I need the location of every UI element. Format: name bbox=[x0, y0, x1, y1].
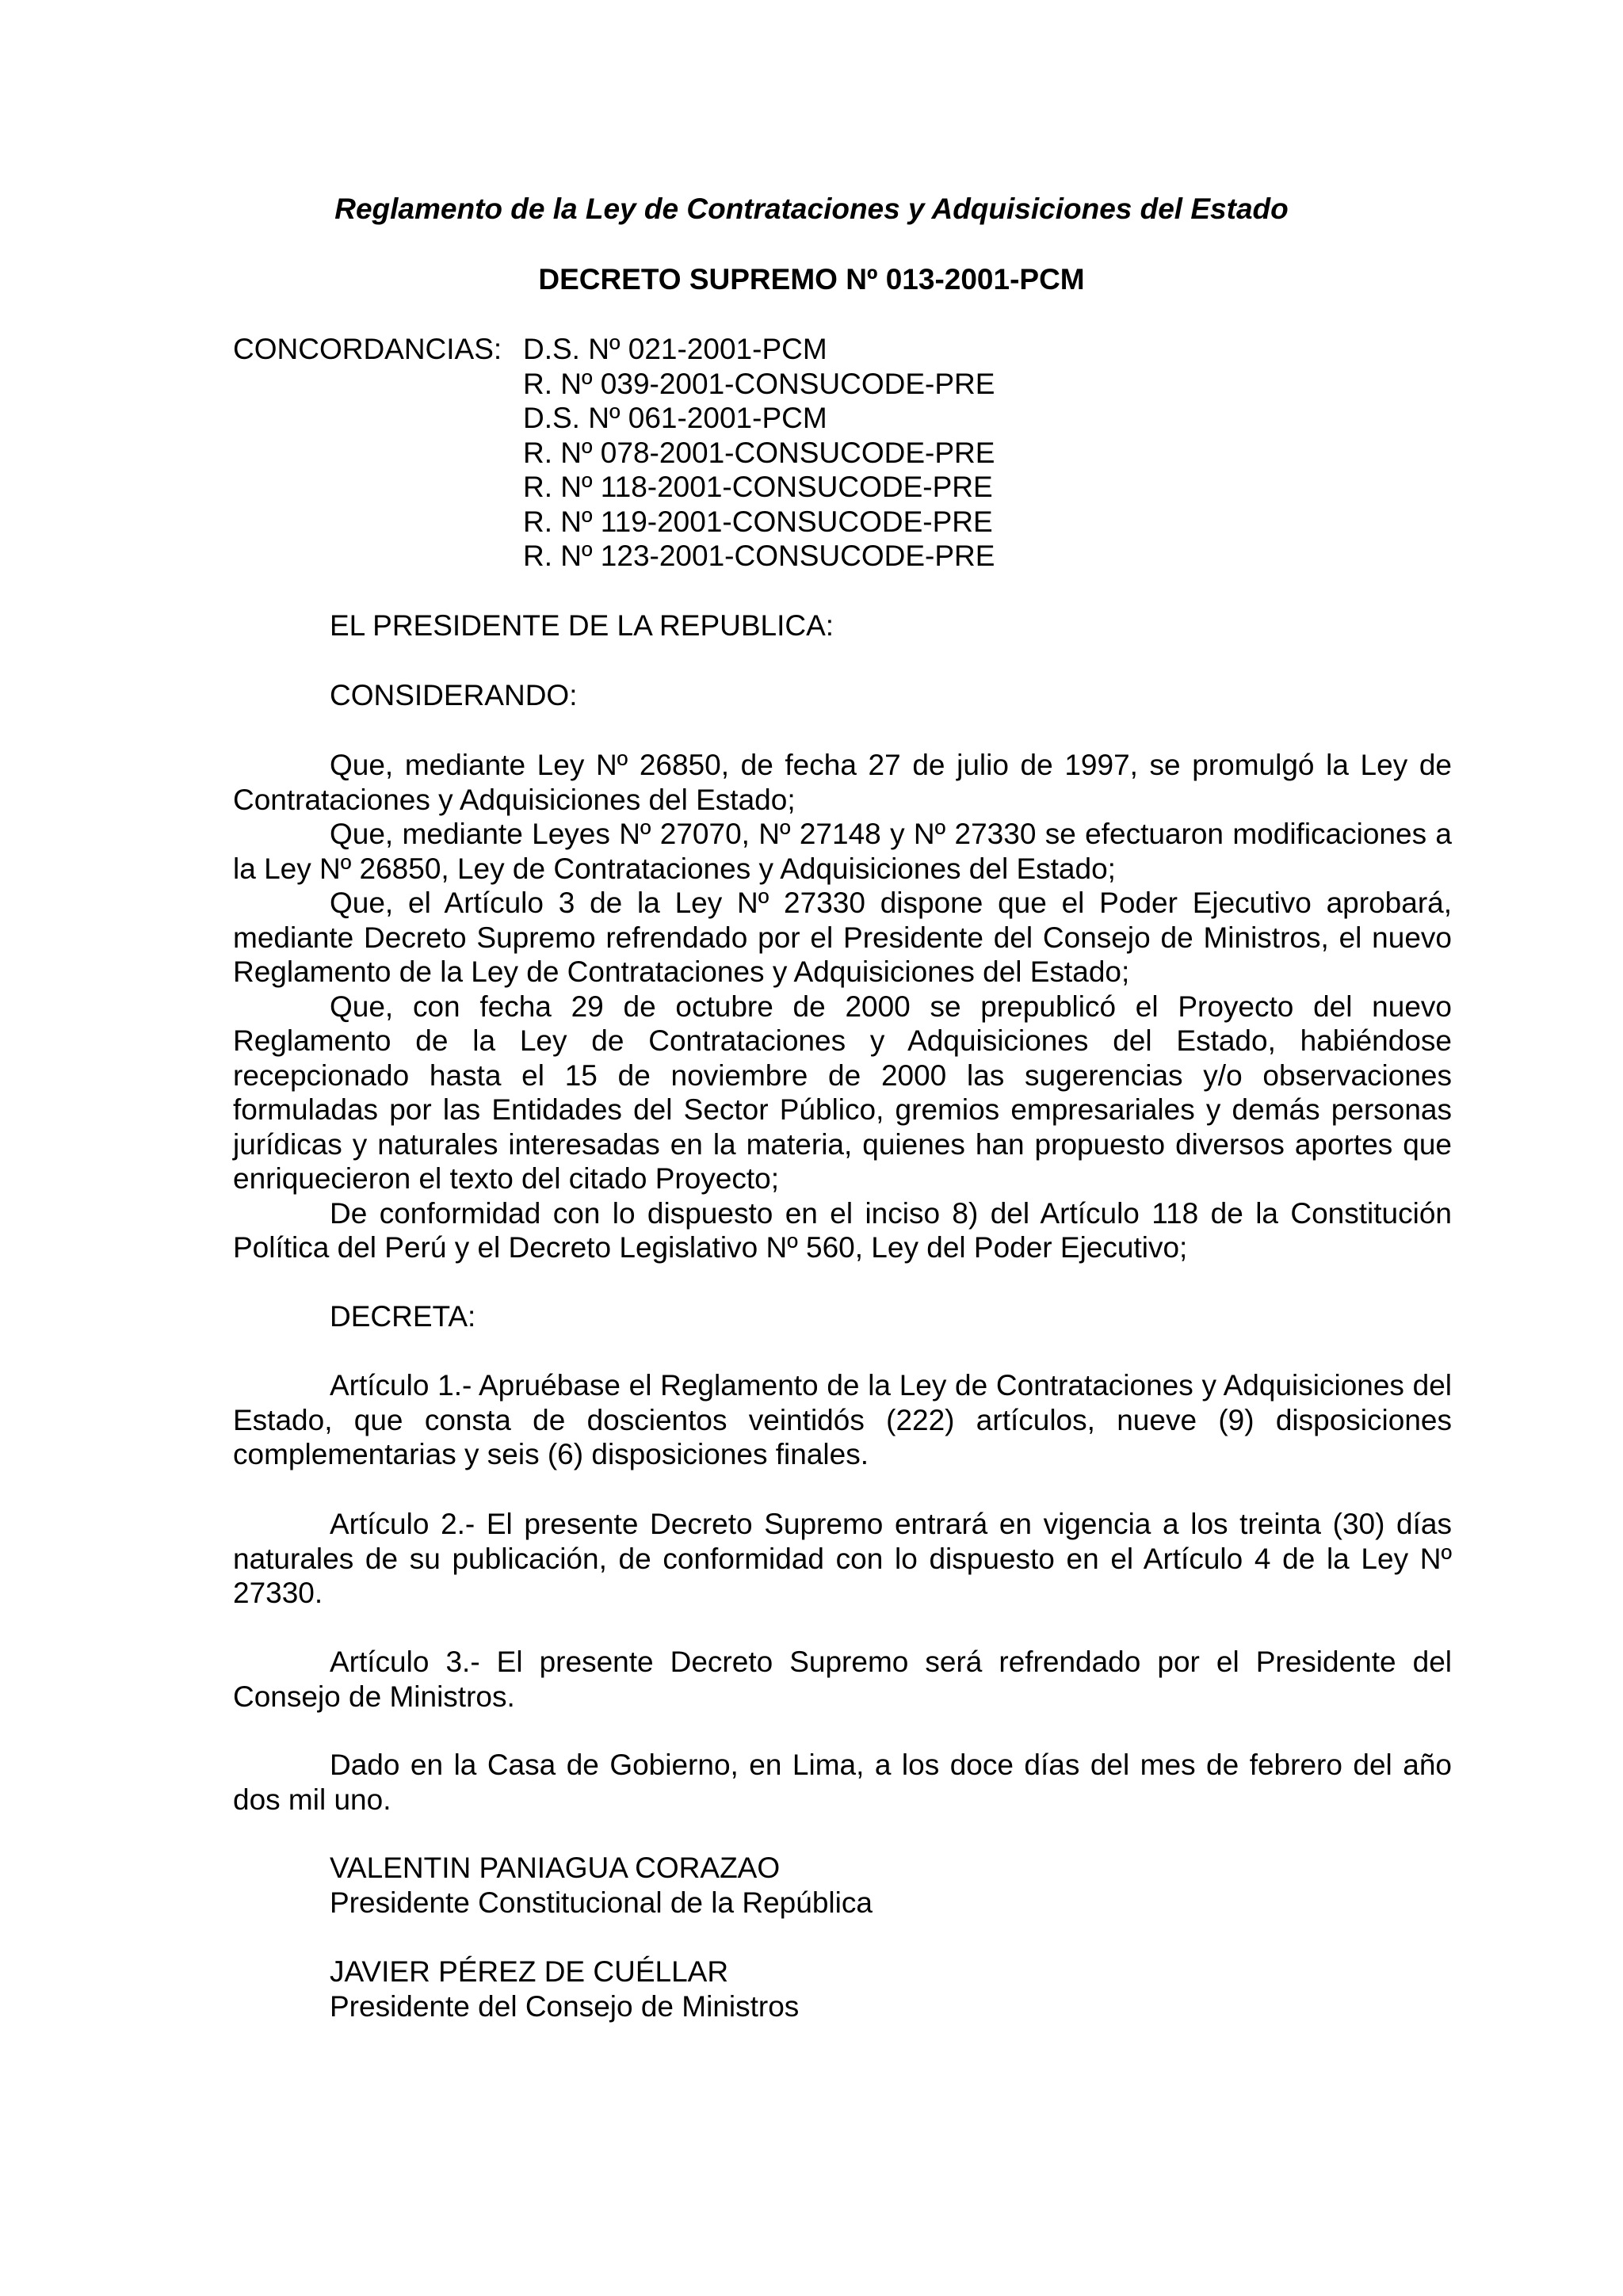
articulo-1-text: Artículo 1.- Apruébase el Reglamento de la Ley de Contrataciones y Adquisiciones del Estado, que consta de doscientos veintidós (222) artículos, nueve (9) disposiciones complementarias y seis (6) disposiciones finales. bbox=[233, 1369, 1452, 1470]
concordancias-label: CONCORDANCIAS: bbox=[233, 333, 502, 365]
concordancia-item: R. Nº 039-2001-CONSUCODE-PRE bbox=[523, 367, 995, 400]
considerando-paragraph: Que, mediante Ley Nº 26850, de fecha 27 de julio de 1997, se promulgó la Ley de Contrataciones y Adquisiciones del Estado; bbox=[233, 749, 1452, 816]
concordancia-item: R. Nº 118-2001-CONSUCODE-PRE bbox=[523, 471, 993, 503]
document-title: Reglamento de la Ley de Contrataciones y Adquisiciones del Estado bbox=[334, 193, 1289, 225]
decreta-heading: DECRETA: bbox=[330, 1300, 476, 1333]
decree-number: DECRETO SUPREMO Nº 013-2001-PCM bbox=[538, 263, 1085, 296]
signatory-role: Presidente Constitucional de la República bbox=[330, 1886, 873, 1919]
signatory-role: Presidente del Consejo de Ministros bbox=[330, 1989, 800, 2023]
considerando-paragraph: Que, con fecha 29 de octubre de 2000 se prepublicó el Proyecto del nuevo Reglamento de la Ley de Contrataciones y Adquisiciones del Estado, habiéndose recepcionado hasta el 15 de noviembre de 2000 las sugerencias y/o observaciones formuladas por las Entidades del Sector Público, gremios empresariales y demás personas jurídicas y naturales interesadas en la materia, quienes han propuesto diversos aportes que enriquecieron el texto del citado Proyecto; bbox=[233, 990, 1452, 1195]
considerando-paragraph: Que, mediante Leyes Nº 27070, Nº 27148 y Nº 27330 se efectuaron modificaciones a la Ley Nº 26850, Ley de Contrataciones y Adquisiciones del Estado; bbox=[233, 818, 1452, 885]
articulo-1 bbox=[233, 1368, 1452, 1472]
concordancias-list bbox=[523, 332, 995, 574]
concordancia-item: D.S. Nº 021-2001-PCM bbox=[523, 333, 827, 365]
considerando-section bbox=[233, 748, 1452, 1265]
concordancia-item: D.S. Nº 061-2001-PCM bbox=[523, 402, 827, 434]
dado-text: Dado en la Casa de Gobierno, en Lima, a los doce días del mes de febrero del año dos mil uno. bbox=[233, 1749, 1452, 1816]
signatory-name: VALENTIN PANIAGUA CORAZAO bbox=[330, 1852, 781, 1884]
articulo-2-text: Artículo 2.- El presente Decreto Supremo entrará en vigencia a los treinta (30) días naturales de su publicación, de conformidad con lo dispuesto en el Artículo 4 de la Ley Nº 27330. bbox=[233, 1508, 1452, 1609]
dado-paragraph bbox=[233, 1748, 1452, 1817]
considerando-heading: CONSIDERANDO: bbox=[330, 679, 578, 711]
signature-block bbox=[330, 1851, 873, 1920]
articulo-3 bbox=[233, 1645, 1452, 1714]
articulo-3-text: Artículo 3.- El presente Decreto Supremo será refrendado por el Presidente del Consejo de Ministros. bbox=[233, 1646, 1452, 1713]
concordancia-item: R. Nº 123-2001-CONSUCODE-PRE bbox=[523, 540, 995, 572]
concordancia-item: R. Nº 119-2001-CONSUCODE-PRE bbox=[523, 505, 993, 538]
considerando-paragraph: De conformidad con lo dispuesto en el inciso 8) del Artículo 118 de la Constitución Política del Perú y el Decreto Legislativo Nº 560, Ley del Poder Ejecutivo; bbox=[233, 1196, 1452, 1264]
signatory-name: JAVIER PÉREZ DE CUÉLLAR bbox=[330, 1955, 729, 1988]
considerando-paragraph: Que, el Artículo 3 de la Ley Nº 27330 dispone que el Poder Ejecutivo aprobará, mediante Decreto Supremo refrendado por el Presidente del Consejo de Ministros, el nuevo Reglamento de la Ley de Contrataciones y Adquisiciones del Estado; bbox=[233, 887, 1452, 988]
signature-block bbox=[330, 1955, 799, 2023]
president-heading: EL PRESIDENTE DE LA REPUBLICA: bbox=[330, 609, 834, 642]
articulo-2 bbox=[233, 1507, 1452, 1611]
concordancia-item: R. Nº 078-2001-CONSUCODE-PRE bbox=[523, 436, 995, 469]
